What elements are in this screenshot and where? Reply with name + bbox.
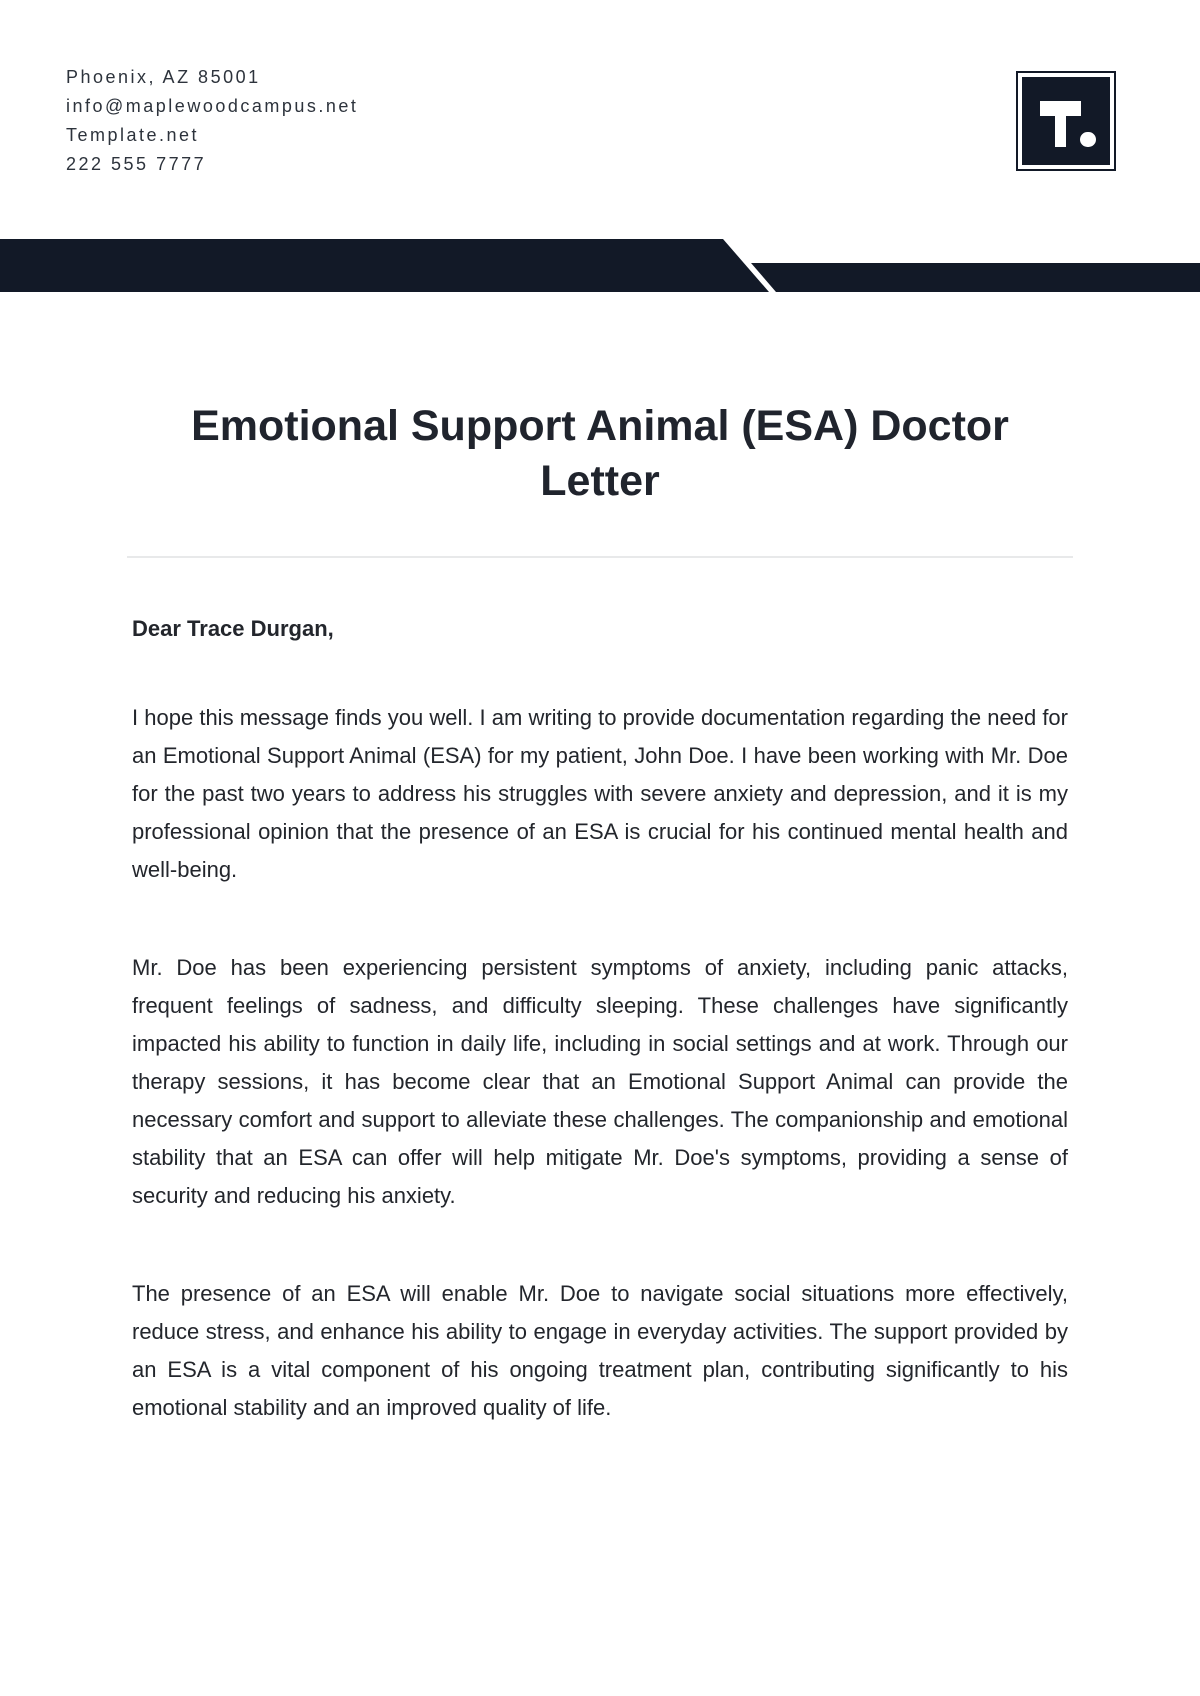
template-logo: [1016, 71, 1116, 171]
logo-t-stem-shape: [1055, 101, 1066, 148]
page-title-line-2: Letter: [540, 457, 660, 505]
title-divider: [127, 556, 1073, 558]
page-title: [0, 399, 1200, 509]
logo-t-icon: [1022, 77, 1110, 165]
contact-website: Template.net: [66, 125, 200, 145]
salutation: Dear Trace Durgan,: [132, 616, 334, 641]
header-banner-shape: [0, 239, 1200, 292]
contact-email: info@maplewoodcampus.net: [66, 96, 359, 116]
header-contact-block: [66, 63, 358, 179]
page-title-line-1: Emotional Support Animal (ESA) Doctor: [191, 402, 1009, 450]
paragraph-2: Mr. Doe has been experiencing persistent symptoms of anxiety, including panic attacks, frequent feelings of sadness, and difficulty sleeping. These challenges have significantly impacted his ability to function in daily life, including in social settings and at work. Through our therapy sessions, it has become clear that an Emotional Support Animal can provide the necessary comfort and support to alleviate these challenges. The companionship and emotional stability that an ESA can offer will help mitigate Mr. Doe's symptoms, providing a sense of security and reducing his anxiety.: [132, 955, 1068, 1208]
letter-body: [132, 610, 1068, 1427]
contact-address: Phoenix, AZ 85001: [66, 67, 261, 87]
contact-phone: 222 555 7777: [66, 154, 207, 174]
paragraph-3: The presence of an ESA will enable Mr. Doe to navigate social situations more effectively, reduce stress, and enhance his ability to engage in everyday activities. The support provided by an ESA is a vital component of his ongoing treatment plan, contributing significantly to his emotional stability and an improved quality of life.: [132, 1281, 1068, 1420]
paragraph-1: I hope this message finds you well. I am writing to provide documentation regarding the need for an Emotional Support Animal (ESA) for my patient, John Doe. I have been working with Mr. Doe for the past two years to address his struggles with severe anxiety and depression, and it is my professional opinion that the presence of an ESA is crucial for his continued mental health and well-being.: [132, 705, 1068, 882]
logo-dot-shape: [1080, 132, 1096, 148]
